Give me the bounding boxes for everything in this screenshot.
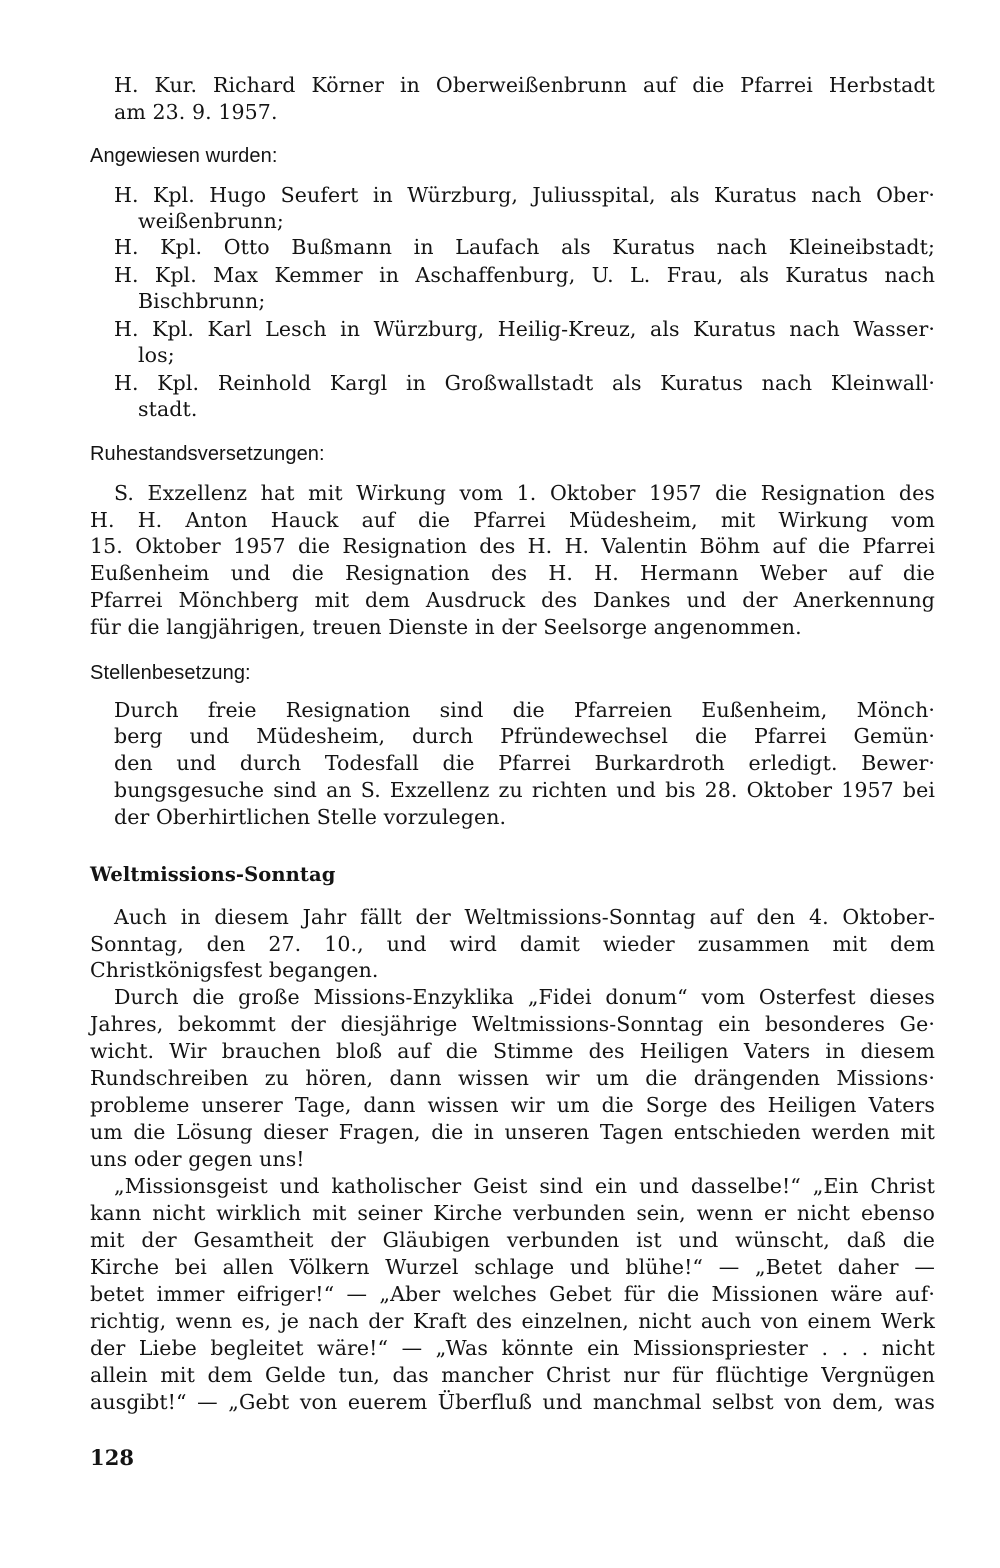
text-line: mit der Gesamtheit der Gläubigen verbunden ist und wünscht, daß die bbox=[90, 1228, 935, 1252]
page-number: 128 bbox=[90, 1445, 135, 1470]
text-line: Durch die große Missions-Enzyklika „Fidei donum“ vom Osterfest dieses bbox=[114, 985, 935, 1009]
text-line: H. Kur. Richard Körner in Oberweißenbrunn auf die Pfarrei Herbstadt bbox=[114, 73, 935, 97]
subsection-label: Angewiesen wurden: bbox=[90, 145, 278, 167]
text-line: ausgibt!“ — „Gebt von euerem Überfluß und manchmal selbst von dem, was bbox=[90, 1390, 935, 1414]
text-line: der Oberhirtlichen Stelle vorzulegen. bbox=[114, 805, 507, 829]
text-line: Rundschreiben zu hören, dann wissen wir um die drängenden Missions· bbox=[90, 1066, 935, 1090]
text-line: um die Lösung dieser Fragen, die in unseren Tagen entschieden werden mit bbox=[90, 1120, 935, 1144]
subsection-label: Stellenbesetzung: bbox=[90, 662, 251, 684]
text-line: den und durch Todesfall die Pfarrei Burkardroth erledigt. Bewer· bbox=[114, 751, 935, 775]
text-line: Pfarrei Mönchberg mit dem Ausdruck des Dankes und der Anerkennung bbox=[90, 588, 935, 612]
text-line: H. Kpl. Karl Lesch in Würzburg, Heilig-Kreuz, als Kuratus nach Wasser· bbox=[114, 317, 935, 341]
text-line: 15. Oktober 1957 die Resignation des H. H. Valentin Böhm auf die Pfarrei bbox=[90, 534, 935, 558]
text-line: H. H. Anton Hauck auf die Pfarrei Müdesheim, mit Wirkung vom bbox=[90, 508, 935, 532]
text-line: Bischbrunn; bbox=[138, 289, 266, 313]
text-line: Kirche bei allen Völkern Wurzel schlage und blühe!“ — „Betet daher — bbox=[90, 1255, 935, 1279]
text-line: berg und Müdesheim, durch Pfründewechsel die Pfarrei Gemün· bbox=[114, 724, 935, 748]
section-heading: Weltmissions-Sonntag bbox=[90, 863, 336, 886]
text-line: H. Kpl. Otto Bußmann in Laufach als Kuratus nach Kleineibstadt; bbox=[114, 235, 935, 259]
text-line: am 23. 9. 1957. bbox=[114, 100, 278, 124]
text-line: bungsgesuche sind an S. Exzellenz zu richten und bis 28. Oktober 1957 bei bbox=[114, 778, 935, 802]
text-line: richtig, wenn es, je nach der Kraft des einzelnen, nicht auch von einem Werk bbox=[90, 1309, 935, 1333]
text-line: Sonntag, den 27. 10., und wird damit wieder zusammen mit dem bbox=[90, 932, 935, 956]
text-line: Auch in diesem Jahr fällt der Weltmissions-Sonntag auf den 4. Oktober- bbox=[114, 905, 935, 929]
text-line: los; bbox=[138, 343, 175, 367]
text-line: probleme unserer Tage, dann wissen wir um die Sorge des Heiligen Vaters bbox=[90, 1093, 935, 1117]
text-line: stadt. bbox=[138, 397, 198, 421]
text-line: betet immer eifriger!“ — „Aber welches Gebet für die Missionen wäre auf· bbox=[90, 1282, 935, 1306]
text-line: der Liebe begleitet wäre!“ — „Was könnte ein Missionspriester . . . nicht bbox=[90, 1336, 935, 1360]
text-line: H. Kpl. Max Kemmer in Aschaffenburg, U. L. Frau, als Kuratus nach bbox=[114, 263, 935, 287]
text-line: allein mit dem Gelde tun, das mancher Christ nur für flüchtige Vergnügen bbox=[90, 1363, 935, 1387]
text-line: H. Kpl. Hugo Seufert in Würzburg, Juliusspital, als Kuratus nach Ober· bbox=[114, 183, 935, 207]
text-line: weißenbrunn; bbox=[138, 209, 284, 233]
text-line: Durch freie Resignation sind die Pfarreien Eußenheim, Mönch· bbox=[114, 698, 935, 722]
text-line: kann nicht wirklich mit seiner Kirche verbunden sein, wenn er nicht ebenso bbox=[90, 1201, 935, 1225]
text-line: H. Kpl. Reinhold Kargl in Großwallstadt als Kuratus nach Kleinwall· bbox=[114, 371, 935, 395]
text-line: uns oder gegen uns! bbox=[90, 1147, 305, 1171]
subsection-label: Ruhestandsversetzungen: bbox=[90, 443, 325, 465]
text-line: „Missionsgeist und katholischer Geist sind ein und dasselbe!“ „Ein Christ bbox=[114, 1174, 935, 1198]
text-line: Eußenheim und die Resignation des H. H. Hermann Weber auf die bbox=[90, 561, 935, 585]
text-line: wicht. Wir brauchen bloß auf die Stimme des Heiligen Vaters in diesem bbox=[90, 1039, 935, 1063]
text-line: Christkönigsfest begangen. bbox=[90, 958, 379, 982]
text-line: für die langjährigen, treuen Dienste in der Seelsorge angenommen. bbox=[90, 615, 802, 639]
text-line: Jahres, bekommt der diesjährige Weltmissions-Sonntag ein besonderes Ge· bbox=[90, 1012, 935, 1036]
text-line: S. Exzellenz hat mit Wirkung vom 1. Oktober 1957 die Resignation des bbox=[114, 481, 935, 505]
